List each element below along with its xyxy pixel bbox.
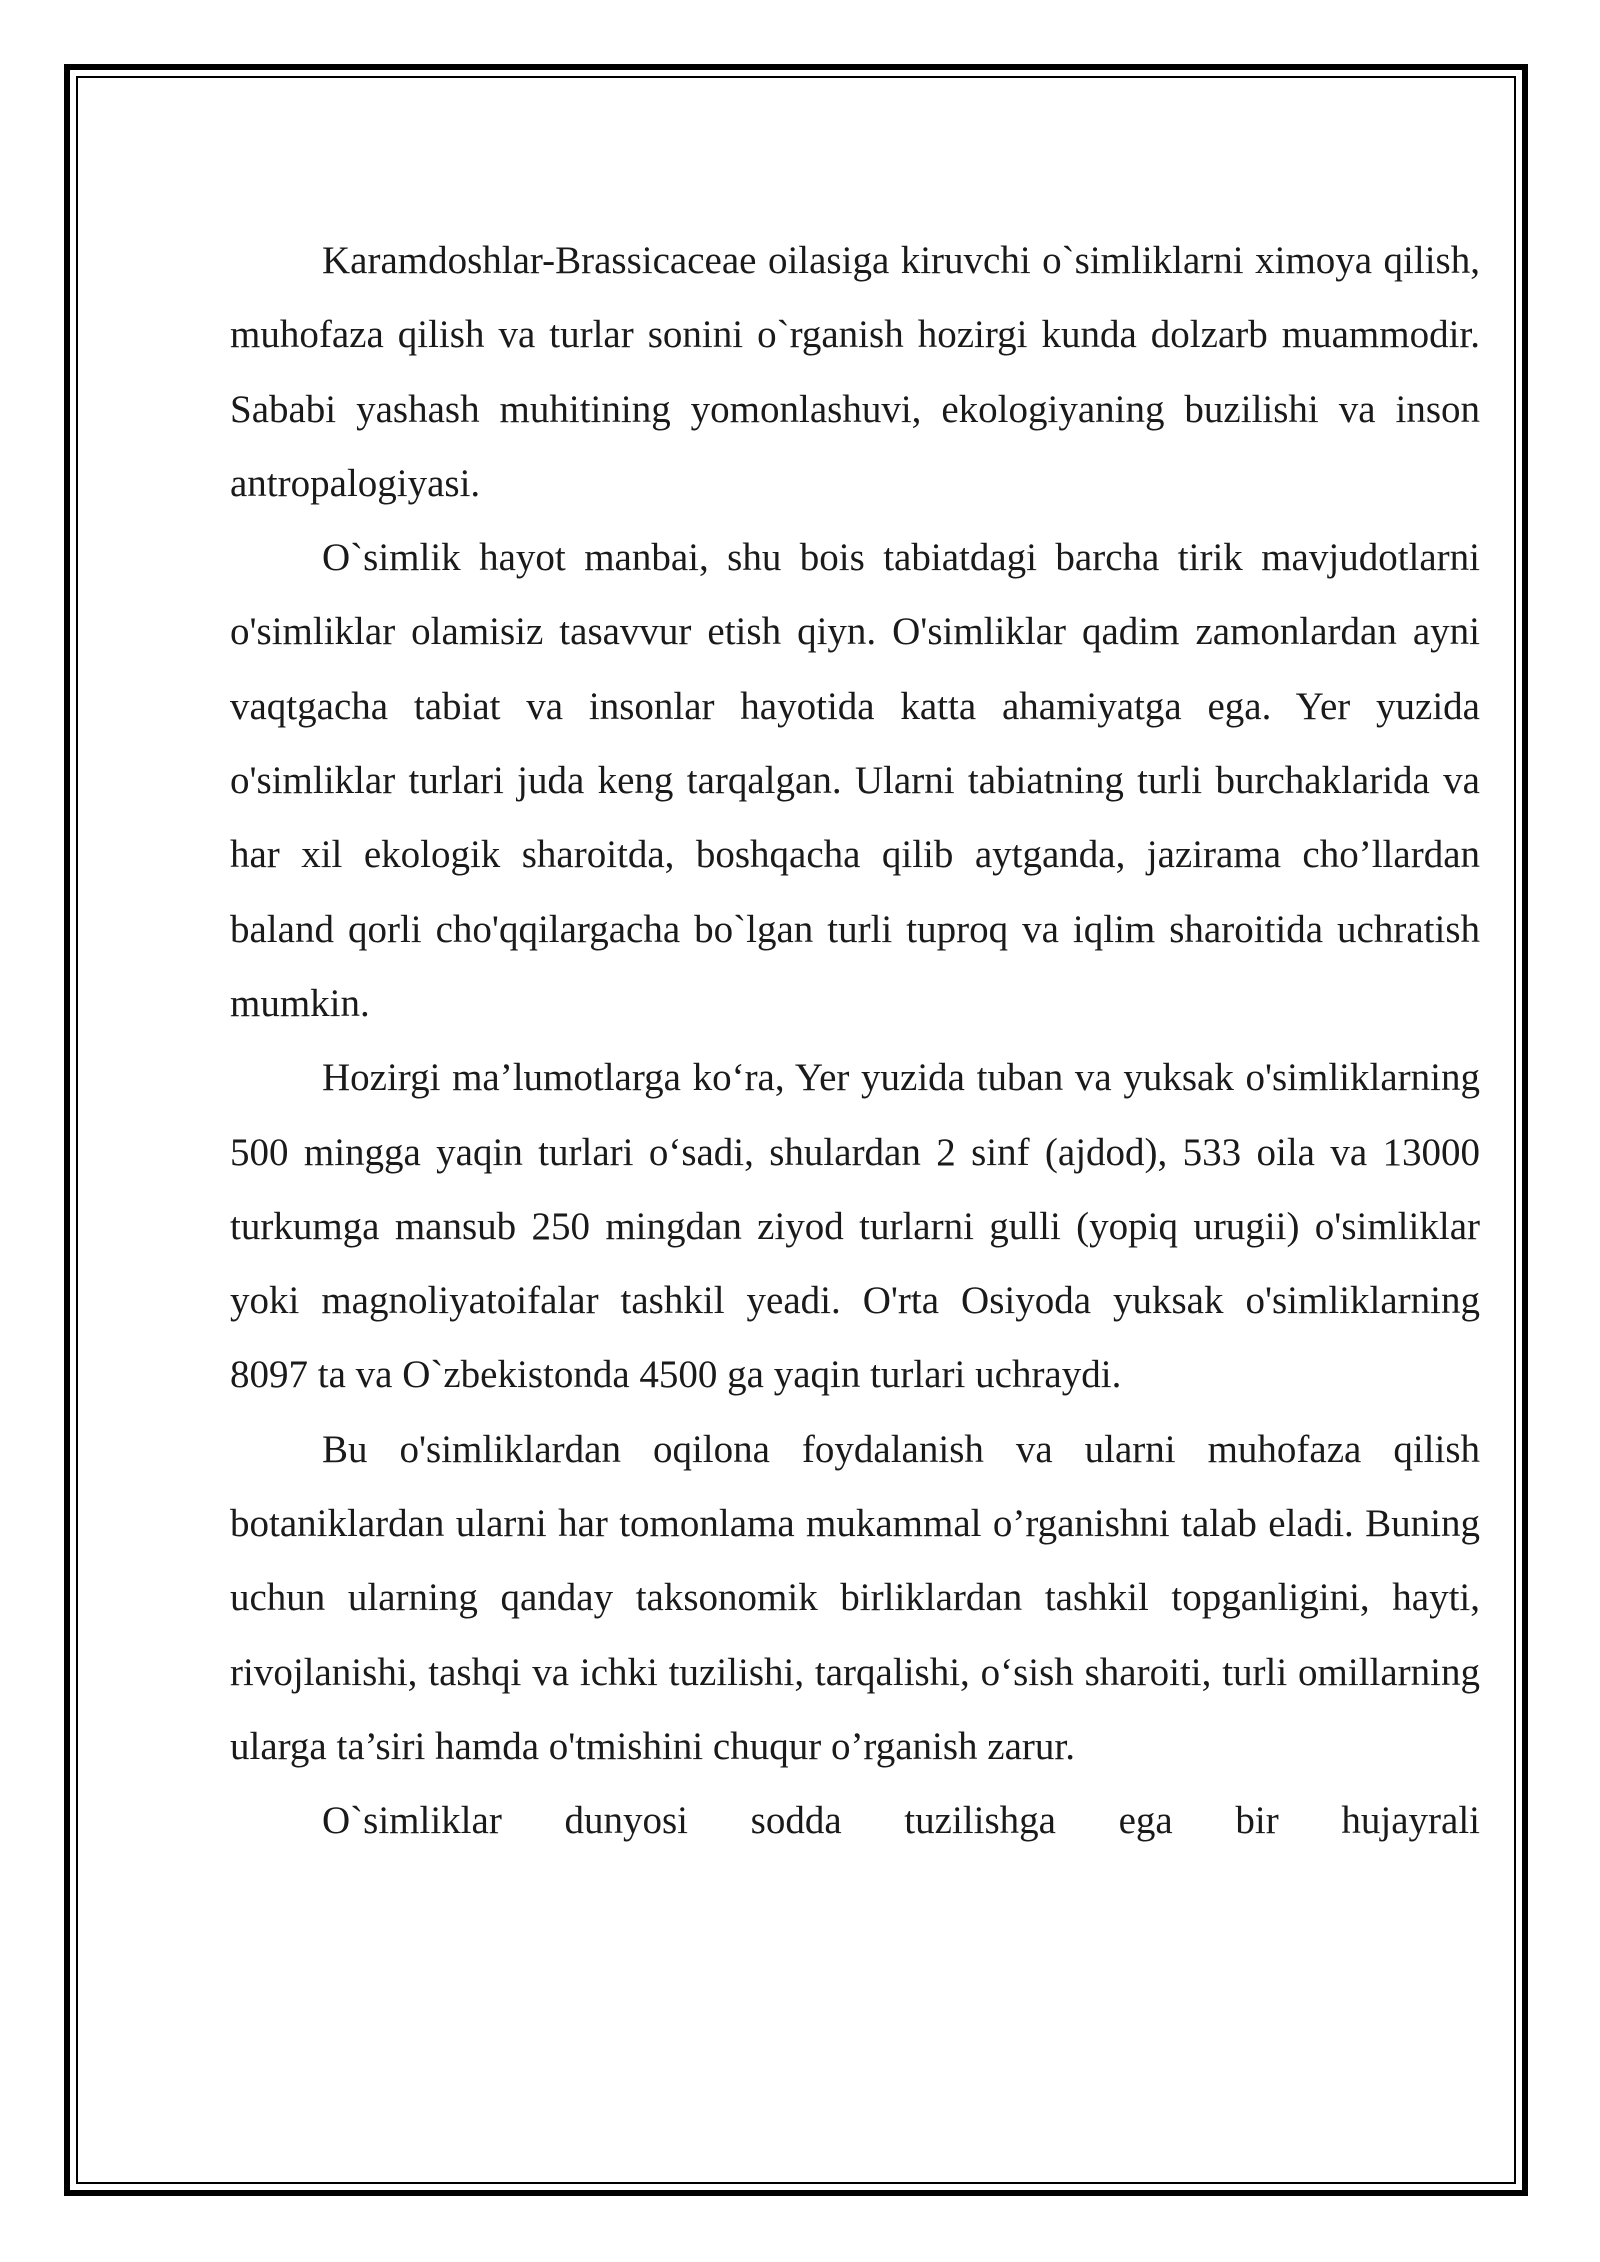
paragraph-2: O`simlik hayot manbai, shu bois tabiatdagi barcha tirik mavjudotlarni o'simliklar olamisiz tasavvur etish qiyn. O'simliklar qadim zamonlardan ayni vaqtgacha tabiat va insonlar hayotida katta ahamiyatga ega. Yer yuzida o'simliklar turlari juda keng tarqalgan. Ularni tabiatning turli burchaklarida va har xil ekologik sharoitda, boshqacha qilib aytganda, jazirama cho’llardan baland qorli cho'qqilargacha bo`lgan turli tuproq va iqlim sharoitida uchratish mumkin.	[230, 536, 1480, 1025]
paragraph-3: Hozirgi ma’lumotlarga ko‘ra, Yer yuzida tuban va yuksak o'simliklarning 500 mingga yaqin turlari o‘sadi, shulardan 2 sinf (ajdod), 533 oila va 13000 turkumga mansub 250 mingdan ziyod turlarni gulli (yopiq urugii) o'simliklar yoki magnoliyatoifalar tashkil yeadi. O'rta Osiyoda yuksak o'simliklarning 8097 ta va O`zbekistonda 4500 ga yaqin turlari uchraydi.	[230, 1056, 1480, 1397]
paragraph-1: Karamdoshlar-Brassicaceae oilasiga kiruvchi o`simliklarni ximoya qilish, muhofaza qilish va turlar sonini o`rganish hozirgi kunda dolzarb muammodir. Sababi yashash muhitining yomonlashuvi, ekologiyaning buzilishi va inson antropalogiyasi.	[230, 239, 1480, 505]
document-body	[230, 224, 1480, 1859]
paragraph-5: O`simliklar dunyosi sodda tuzilishga ega bir hujayrali	[322, 1799, 1480, 1843]
paragraph-4: Bu o'simliklardan oqilona foydalanish va ularni muhofaza qilish botaniklardan ularni har tomonlama mukammal o’rganishni talab eladi. Buning uchun ularning qanday taksonomik birliklardan tashkil topganligini, hayti, rivojlanishi, tashqi va ichki tuzilishi, tarqalishi, o‘sish sharoiti, turli omillarning ularga ta’siri hamda o'tmishini chuqur o’rganish zarur.	[230, 1427, 1480, 1768]
